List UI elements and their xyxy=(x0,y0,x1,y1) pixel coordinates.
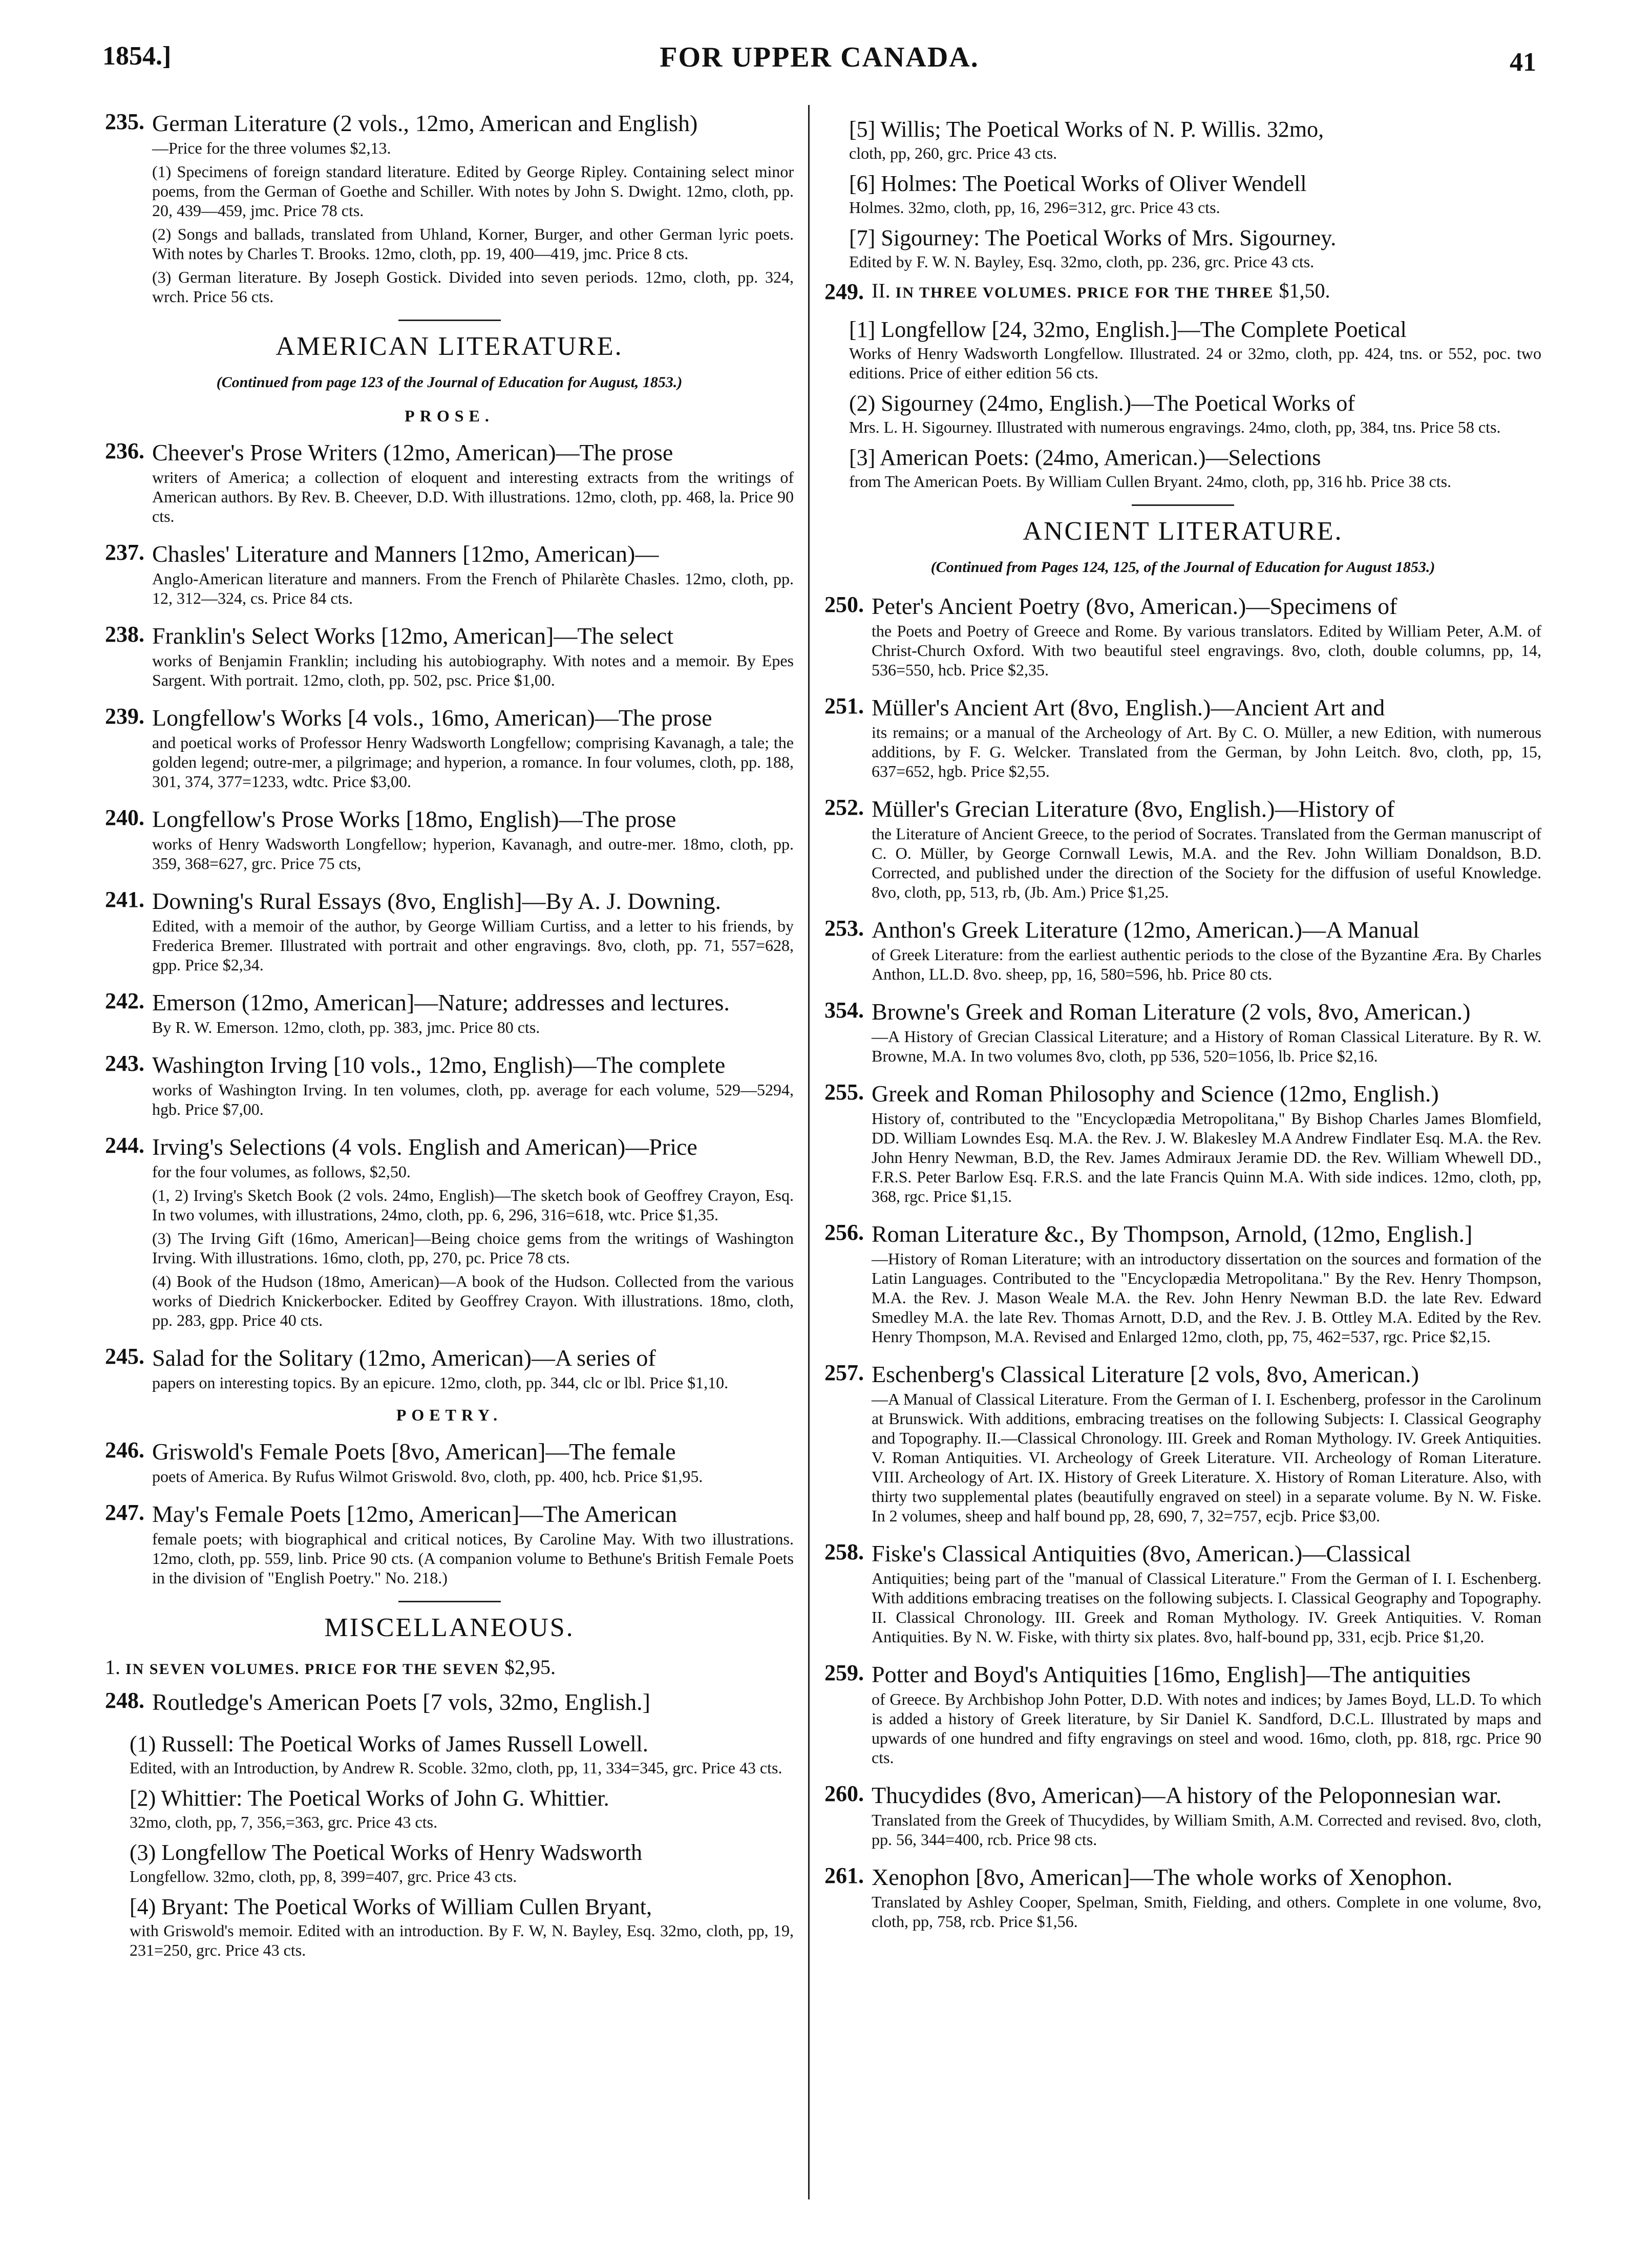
entry-number: 248. xyxy=(105,1688,144,1713)
entry-title: Anthon's Greek Literature (12mo, American.)—A Manual xyxy=(872,917,1420,943)
entry-description: —History of Roman Literature; with an introductory dissertation on the sources and formation of the Latin Languages. Contributed to the "Encyclopædia Metropolitana." By the Rev. Henry Thompson, M.A. the Rev. J. Mason Weale M.A. the Rev. John Henry Newman B.D. the late Rev. Edward Smedley M.A. the late Rev. Thomas Arnott, D.D, and the Rev. J. B. Ottley M.A. Edited by the Rev. Henry Thompson, M.A. Revised and Enlarged 12mo, cloth, pp, 75, 462=537, rgc. Price $2,15. xyxy=(872,1249,1541,1346)
volume-price: $1,50. xyxy=(1279,279,1330,302)
entry-description: works of Benjamin Franklin; including his autobiography. With notes and a memoir. By Epes Sargent. With portrait. 12mo, cloth, pp. 502, psc. Price $1,00. xyxy=(152,651,794,689)
catalog-entry xyxy=(105,1499,794,1587)
entry-number: 238. xyxy=(105,622,144,647)
entry-description: its remains; or a manual of the Archeology of Art. By C. O. Müller, a new Edition, with numerous additions, by F. G. Welcker. Translated from the German, by John Leitch. 8vo, cloth, pp, 15, 637=652, hgb. Price $2,55. xyxy=(872,723,1541,780)
sub-item-description: with Griswold's memoir. Edited with an introduction. By F. W, N. Bayley, Esq. 32mo, cloth, pp, 19, 231=250, grc. Price 43 cts. xyxy=(130,1921,794,1959)
sub-item xyxy=(130,1839,794,1886)
catalog-entry xyxy=(824,1079,1541,1206)
entry-number: 251. xyxy=(824,693,864,718)
entry-number: 255. xyxy=(824,1079,864,1105)
entry-number: 243. xyxy=(105,1051,144,1076)
catalog-entry xyxy=(105,539,794,608)
volume-caps: IN SEVEN VOLUMES. PRICE FOR THE SEVEN xyxy=(125,1661,499,1678)
entry-description: and poetical works of Professor Henry Wadsworth Longfellow; comprising Kavanagh, a tale; the golden legend; outre-mer, a pilgrimage; and hyperion, a romance. In four volumes, cloth, pp. 188, 301, 374, 377=1233, wdtc. Price $3,00. xyxy=(152,733,794,791)
entry-description: writers of America; a collection of eloquent and interesting extracts from the writings of American authors. By Rev. B. Cheever, D.D. With illustrations. 12mo, cloth, pp. 468, la. Price 90 cts. xyxy=(152,468,794,525)
entry-title: Potter and Boyd's Antiquities [16mo, English]—The antiquities xyxy=(872,1661,1471,1687)
entry-title: Eschenberg's Classical Literature [2 vols, 8vo, American.) xyxy=(872,1361,1419,1387)
section-heading: ANCIENT LITERATURE. xyxy=(1023,517,1343,546)
entry-subnote: (1) Specimens of foreign standard literature. Edited by George Ripley. Containing select minor poems, from the German of Goethe and Schiller. With notes by John S. Dwight. 12mo, cloth, pp. 20, 439—459, jmc. Price 78 cts. xyxy=(152,162,794,220)
entry-number: 354. xyxy=(824,998,864,1023)
entry-number: 237. xyxy=(105,540,144,565)
entry-title: German Literature (2 vols., 12mo, American and English) xyxy=(152,110,698,136)
subsection-heading: POETRY. xyxy=(396,1406,503,1424)
sub-item-title: (1) Russell: The Poetical Works of James Russell Lowell. xyxy=(130,1731,648,1756)
entry-title: Greek and Roman Philosophy and Science (12mo, English.) xyxy=(872,1081,1439,1107)
entry-number: 236. xyxy=(105,438,144,463)
entry-title: Peter's Ancient Poetry (8vo, American.)—Specimens of xyxy=(872,593,1397,619)
entry-number: 244. xyxy=(105,1133,144,1158)
catalog-entry xyxy=(824,997,1541,1066)
sub-item-description: Mrs. L. H. Sigourney. Illustrated with numerous engravings. 24mo, cloth, pp, 384, tns. Price 58 cts. xyxy=(849,418,1501,436)
entry-description: for the four volumes, as follows, $2,50. xyxy=(152,1162,411,1181)
entry-title: Müller's Grecian Literature (8vo, English.)—History of xyxy=(872,796,1395,822)
catalog-entry xyxy=(824,1219,1541,1346)
sub-item-description: Edited by F. W. N. Bayley, Esq. 32mo, cloth, pp. 236, grc. Price 43 cts. xyxy=(849,252,1315,271)
sub-item-title: [6] Holmes: The Poetical Works of Oliver Wendell xyxy=(849,171,1307,196)
entry-number: 257. xyxy=(824,1360,864,1385)
catalog-entry xyxy=(105,1687,794,1717)
entry-subnote: (1, 2) Irving's Sketch Book (2 vols. 24mo, English)—The sketch book of Geoffrey Crayon, Esq. In two volumes, with illustrations, 24mo, cloth, pp. 6, 296, 316=618, wtc. Price $1,35. xyxy=(152,1186,794,1224)
entry-description: —A Manual of Classical Literature. From the German of I. I. Eschenberg, professor in the Carolinum at Brunswick. With additions, embracing treatises on the following Subjects: I. Classical Geography and Topography. II.—Classical Chronology. III. Greek and Roman Mythology. IV. Greek Antiquities. V. Roman Antiquities. VI. Archeology of Greek Literature. VII. Archeology of Roman Literature. VIII. Archeology of Art. IX. History of Greek Literature. X. History of Roman Literature. Also, with thirty two supplemental plates (beautifully engraved on steel) in a separate volume. By N. W. Fiske. In 2 volumes, sheep and half bound pp, 28, 690, 7, 32=757, ecjb. Price $3,00. xyxy=(872,1390,1541,1525)
entry-number: 246. xyxy=(105,1437,144,1463)
entry-description: Translated from the Greek of Thucydides, by William Smith, A.M. Corrected and revised. 8vo, cloth, pp. 56, 344=400, rcb. Price 98 cts. xyxy=(872,1811,1541,1849)
entry-title: Müller's Ancient Art (8vo, English.)—Ancient Art and xyxy=(872,694,1385,721)
entry-number: 260. xyxy=(824,1781,864,1806)
entry-description: works of Henry Wadsworth Longfellow; hyperion, Kavanagh, and outre-mer. 18mo, cloth, pp. 359, 368=627, grc. Price 75 cts, xyxy=(152,835,794,873)
entry-description: Edited, with a memoir of the author, by George William Curtiss, and a letter to his friends, by Frederica Bremer. Illustrated with portrait and other engravings. 8vo, cloth, pp. 71, 557=628, gpp. Price $2,34. xyxy=(152,917,794,974)
catalog-entry xyxy=(105,438,794,526)
sub-item-title: [4) Bryant: The Poetical Works of William Cullen Bryant, xyxy=(130,1894,652,1919)
sub-item xyxy=(849,444,1541,491)
volume-price: $2,95. xyxy=(504,1656,556,1679)
catalog-entry xyxy=(105,886,794,975)
entry-title: Longfellow's Prose Works [18mo, English)—The prose xyxy=(152,806,676,832)
entry-title: Washington Irving [10 vols., 12mo, English)—The complete xyxy=(152,1052,726,1078)
entry-subnote: (2) Songs and ballads, translated from Uhland, Korner, Burger, and other German lyric poets. With notes by Charles T. Brooks. 12mo, cloth, pp. 19, 400—419, jmc. Price 8 cts. xyxy=(152,225,794,263)
volume-price-line xyxy=(872,279,1541,303)
subsection-heading: PROSE. xyxy=(405,407,494,425)
entry-description: Anglo-American literature and manners. From the French of Philarète Chasles. 12mo, cloth, pp. 12, 312—324, cs. Price 84 cts. xyxy=(152,569,794,607)
entry-number: 245. xyxy=(105,1344,144,1369)
entry-description: of Greece. By Archbishop John Potter, D.D. With notes and indices; by James Boyd, LL.D. To which is added a history of Greek literature, by Sir Daniel K. Sandford, D.C.L. Illustrated by maps and upwards of one hundred and fifty engravings on steel and wood. 16mo, cloth, pp. 818, rgc. Price 90 cts. xyxy=(872,1690,1541,1767)
entry-title: Downing's Rural Essays (8vo, English]—By A. J. Downing. xyxy=(152,888,722,914)
entry-title: Longfellow's Works [4 vols., 16mo, American)—The prose xyxy=(152,705,712,731)
entry-title: Cheever's Prose Writers (12mo, American)—The prose xyxy=(152,439,673,465)
catalog-entry xyxy=(824,1360,1541,1526)
catalog-entry xyxy=(824,1862,1541,1931)
catalog-entry xyxy=(105,804,794,873)
section-heading: MISCELLANEOUS. xyxy=(324,1613,575,1642)
entry-description: By R. W. Emerson. 12mo, cloth, pp. 383, jmc. Price 80 cts. xyxy=(152,1018,540,1036)
sub-item xyxy=(130,1893,794,1960)
entry-number: 240. xyxy=(105,805,144,830)
entry-description: History of, contributed to the "Encyclopædia Metropolitana," By Bishop Charles James Blomfield, DD. William Lowndes Esq. M.A. the Rev. J. W. Blakesley M.A Andrew Findlater Esq. M.A. the Rev. John Henry Newman, B.D, the Rev. James Admiraux Jeramie DD. the Rev. William Whewell DD., F.R.S. Peter Barlow Esq. F.R.S. and the late Francis Quinn M.A. With side indices. 12mo, cloth, pp, 368, rgc. Price $1,15. xyxy=(872,1109,1541,1205)
entry-description: Translated by Ashley Cooper, Spelman, Smith, Fielding, and others. Complete in one volume, 8vo, cloth, pp, 758, rcb. Price $1,56. xyxy=(872,1893,1541,1931)
sub-item-description: Works of Henry Wadsworth Longfellow. Illustrated. 24 or 32mo, cloth, pp. 424, tns. or 552, poc. two editions. Price of either edition 56 cts. xyxy=(849,344,1541,382)
sub-item-title: (2) Sigourney (24mo, English.)—The Poetical Works of xyxy=(849,391,1355,416)
catalog-entry xyxy=(105,621,794,690)
left-column xyxy=(105,109,794,1967)
entry-description: —A History of Grecian Classical Literature; and a History of Roman Classical Literature. By R. W. Browne, M.A. In two volumes 8vo, cloth, pp 536, 520=1056, lb. Price $2,16. xyxy=(872,1027,1541,1065)
entry-number: 247. xyxy=(105,1500,144,1525)
entry-number: 253. xyxy=(824,916,864,941)
sub-item-description: Edited, with an Introduction, by Andrew R. Scoble. 32mo, cloth, pp, 11, 334=345, grc. Price 43 cts. xyxy=(130,1759,782,1777)
entry-number: 239. xyxy=(105,704,144,729)
sub-item-description: 32mo, cloth, pp, 7, 356,=363, grc. Price 43 cts. xyxy=(130,1813,438,1831)
volume-price-line xyxy=(105,1655,794,1679)
sub-item-description: cloth, pp, 260, grc. Price 43 cts. xyxy=(849,144,1057,162)
catalog-entry xyxy=(105,109,794,306)
entry-number: 252. xyxy=(824,795,864,820)
entry-title: Franklin's Select Works [12mo, American]—The select xyxy=(152,623,674,649)
entry-subnote: (4) Book of the Hudson (18mo, American)—A book of the Hudson. Collected from the various works of Diedrich Knickerbocker. Edited by Geoffrey Crayon. With illustrations. 18mo, cloth, pp. 283, gpp. Price 40 cts. xyxy=(152,1272,794,1329)
entry-number: 235. xyxy=(105,109,144,134)
catalog-entry xyxy=(824,1781,1541,1849)
section-note: (Continued from Pages 124, 125, of the Journal of Education for August 1853.) xyxy=(930,559,1435,576)
entry-title: Emerson (12mo, American]—Nature; addresses and lectures. xyxy=(152,989,730,1015)
catalog-entry xyxy=(824,591,1541,680)
catalog-entry xyxy=(105,1050,794,1119)
entry-title: Thucydides (8vo, American)—A history of the Peloponnesian war. xyxy=(872,1782,1502,1808)
entry-title: Salad for the Solitary (12mo, American)—A series of xyxy=(152,1345,656,1371)
sub-item-title: [2) Whittier: The Poetical Works of John G. Whittier. xyxy=(130,1786,609,1811)
entry-number: 256. xyxy=(824,1220,864,1245)
entry-title: Routledge's American Poets [7 vols, 32mo, English.] xyxy=(152,1689,650,1715)
sub-item-title: [7] Sigourney: The Poetical Works of Mrs. Sigourney. xyxy=(849,225,1337,250)
page-header xyxy=(102,41,1536,87)
page-number: 41 xyxy=(1510,48,1536,77)
entry-title: Fiske's Classical Antiquities (8vo, American.)—Classical xyxy=(872,1540,1411,1566)
header-title: FOR UPPER CANADA. xyxy=(660,41,979,73)
entry-description: Antiquities; being part of the "manual of Classical Literature." From the German of I. I. Eschenberg. With additions embracing treatises on the following subjects. I. Classical Geography and Topography. II. Classical Chronology. III. Greek and Roman Mythology. IV. Greek Antiquities. V. Roman Antiquities. By N. W. Fiske, with thirty six plates. 8vo, half-bound pp, 331, ecjb. Price $1,20. xyxy=(872,1569,1541,1646)
entry-description: female poets; with biographical and critical notices, By Caroline May. With two illustrations. 12mo, cloth, pp. 559, linb. Price 90 cts. (A companion volume to Bethune's British Female Poets in the division of "English Poetry." No. 218.) xyxy=(152,1530,794,1587)
catalog-entry xyxy=(105,1132,794,1330)
catalog-entry xyxy=(824,1539,1541,1646)
catalog-entry xyxy=(824,1660,1541,1767)
sub-item-title: (3) Longfellow The Poetical Works of Henry Wadsworth xyxy=(130,1840,643,1865)
sub-item xyxy=(130,1730,794,1777)
sub-item-title: [1] Longfellow [24, 32mo, English.]—The Complete Poetical xyxy=(849,317,1407,342)
sub-item-title: [3] American Poets: (24mo, American.)—Selections xyxy=(849,445,1321,470)
entry-title: Xenophon [8vo, American]—The whole works of Xenophon. xyxy=(872,1864,1453,1890)
entry-subnote: (3) The Irving Gift (16mo, American]—Being choice gems from the writings of Washington Irving. With illustrations. 16mo, cloth, pp, 270, pc. Price 78 cts. xyxy=(152,1229,794,1267)
entry-title: Browne's Greek and Roman Literature (2 vols, 8vo, American.) xyxy=(872,999,1471,1025)
section-heading: AMERICAN LITERATURE. xyxy=(276,332,623,361)
section-note: (Continued from page 123 of the Journal of Education for August, 1853.) xyxy=(216,374,683,391)
entry-description: works of Washington Irving. In ten volumes, cloth, pp. average for each volume, 529—5294, hgb. Price $7,00. xyxy=(152,1081,794,1118)
entry-title: May's Female Poets [12mo, American]—The American xyxy=(152,1501,677,1527)
header-year: 1854.] xyxy=(102,41,172,71)
sub-item-description: Holmes. 32mo, cloth, pp, 16, 296=312, grc. Price 43 cts. xyxy=(849,198,1220,217)
entry-description: —Price for the three volumes $2,13. xyxy=(152,139,391,157)
sub-item xyxy=(849,390,1541,437)
entry-subnote: (3) German literature. By Joseph Gostick. Divided into seven periods. 12mo, cloth, pp. 324, wrch. Price 56 cts. xyxy=(152,268,794,306)
entry-number: 242. xyxy=(105,988,144,1013)
entry-title: Chasles' Literature and Manners [12mo, American)— xyxy=(152,541,659,567)
sub-item-title: [5] Willis; The Poetical Works of N. P. Willis. 32mo, xyxy=(849,117,1324,142)
entry-description: the Literature of Ancient Greece, to the period of Socrates. Translated from the German manuscript of C. O. Müller, by George Cornwall Lewis, M.A. and the Rev. John William Donaldson, B.D. Corrected, and published under the direction of the Society for the diffusion of useful Knowledge. 8vo, cloth, pp, 513, rb, (Jb. Am.) Price $1,25. xyxy=(872,824,1541,901)
entry-number: 258. xyxy=(824,1539,864,1564)
section-rule xyxy=(398,1601,501,1602)
sub-item xyxy=(849,170,1541,217)
entry-title: Roman Literature &c., By Thompson, Arnold, (12mo, English.] xyxy=(872,1221,1473,1247)
entry-description: the Poets and Poetry of Greece and Rome. By various translators. Edited by William Peter, A.M. of Christ-Church Oxford. With two beautiful steel engravings. 8vo, cloth, double columns, pp, 14, 536=550, hcb. Price $2,35. xyxy=(872,622,1541,679)
entry-description: of Greek Literature: from the earliest authentic periods to the close of the Byzantine Æra. By Charles Anthon, LL.D. 8vo. sheep, pp, 16, 580=596, hb. Price 80 cts. xyxy=(872,945,1541,983)
sub-item xyxy=(849,316,1541,383)
entry-number: 249. xyxy=(824,279,864,304)
section-rule xyxy=(1132,504,1234,506)
catalog-entry xyxy=(824,915,1541,984)
sub-item xyxy=(849,116,1541,163)
entry-description: poets of America. By Rufus Wilmot Griswold. 8vo, cloth, pp. 400, hcb. Price $1,95. xyxy=(152,1467,703,1486)
catalog-entry xyxy=(105,703,794,791)
catalog-entry xyxy=(824,279,1541,303)
column-divider xyxy=(808,105,810,2199)
entry-number: 259. xyxy=(824,1660,864,1685)
entry-description: papers on interesting topics. By an epicure. 12mo, cloth, pp. 344, clc or lbl. Price $1,10. xyxy=(152,1373,729,1392)
volume-prefix: II. xyxy=(872,279,891,302)
catalog-entry xyxy=(105,1343,794,1392)
sub-item-description: Longfellow. 32mo, cloth, pp, 8, 399=407, grc. Price 43 cts. xyxy=(130,1867,517,1886)
right-column xyxy=(824,109,1541,1944)
entry-number: 261. xyxy=(824,1863,864,1888)
catalog-entry xyxy=(105,1437,794,1486)
entry-number: 241. xyxy=(105,887,144,912)
section-rule xyxy=(398,320,501,321)
catalog-entry xyxy=(824,693,1541,781)
entry-title: Irving's Selections (4 vols. English and American)—Price xyxy=(152,1134,697,1160)
volume-caps: IN THREE VOLUMES. PRICE FOR THE THREE xyxy=(895,284,1274,301)
sub-item-description: from The American Poets. By William Cullen Bryant. 24mo, cloth, pp, 316 hb. Price 38 cts. xyxy=(849,472,1452,491)
sub-item xyxy=(130,1785,794,1832)
entry-title: Griswold's Female Poets [8vo, American]—The female xyxy=(152,1438,676,1465)
catalog-entry xyxy=(824,794,1541,902)
catalog-entry xyxy=(105,988,794,1037)
sub-item xyxy=(849,224,1541,271)
volume-prefix: 1. xyxy=(105,1656,120,1679)
entry-number: 250. xyxy=(824,592,864,617)
